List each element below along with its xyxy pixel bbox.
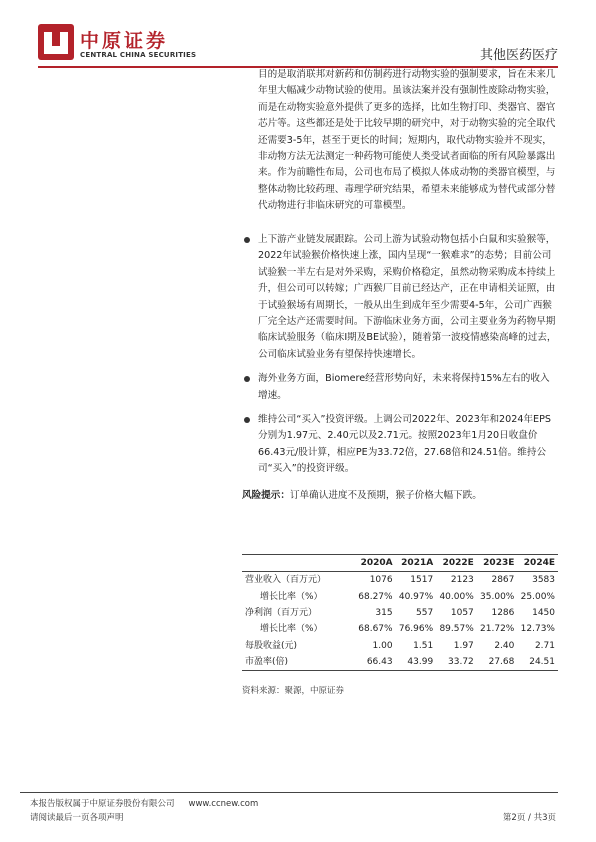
table-cell: 3583 [532,575,555,586]
table-cell: 1.00 [372,640,393,651]
company-logo-icon [38,24,74,60]
row-label: 增长比率（%） [260,624,323,635]
table-cell: 68.27% [358,591,393,602]
table-cell: 2867 [491,575,515,586]
table-cell: 68.67% [358,624,393,635]
website-link[interactable]: www.ccnew.com [188,799,259,809]
bullet-item-supply-chain: 上下游产业链发展跟踪。公司上游为试验动物包括小白鼠和实验猴等，2022年试验猴价格快速上涨，国内呈现“一猴难求”的态势；目前公司试验猴一半左右是对外采购，采购价格稳定，虽然动物采购成本持续上升，但公司可以转嫁；广西猴厂目前已经达产，正在申请相关证照，由于试验猴场有周期长，一般从出生到成年至少需要4-5年，公司广西猴厂完全达产还需要时间。下游临床业务方面，公司主要业务为药物早期临床试验服务（临床I期及BE试验），随着第一波疫情感染高峰的过去，公司临床试验业务有望保持快速增长。 [242,232,558,363]
table-row [242,572,558,589]
table-cell: 43.99 [396,654,437,671]
table-cell: 35.00% [480,591,515,602]
table-cell: 24.51 [517,654,558,671]
table-row [242,638,558,654]
table-cell: 1.51 [413,640,434,651]
risk-notice [242,488,558,504]
footer-divider [20,792,558,793]
table-cell: 40.00% [439,591,474,602]
table-cell: 12.73% [520,624,555,635]
table-cell: 315 [375,607,393,618]
row-label: 市盈率(倍) [242,654,355,671]
table-header-cell: 2024E [517,555,558,572]
table-header-cell: 2023E [477,555,518,572]
table-cell: 25.00% [520,591,555,602]
footer-disclaimer: 请阅读最后一页各项声明 [30,813,124,823]
table-cell: 1.97 [453,640,474,651]
page-number: 第2页 / 共3页 [502,813,556,823]
table-row [242,654,558,671]
logo-english-name: CENTRAL CHINA SECURITIES [80,51,197,59]
row-label: 营业收入（百万元） [245,575,327,586]
table-cell: 2.71 [534,640,555,651]
table-cell: 2123 [450,575,474,586]
logo-chinese-name: 中原证券 [80,30,169,52]
table-cell: 557 [416,607,434,618]
bullet-item-overseas: 海外业务方面，Biomere经营形势向好，未来将保持15%左右的收入增速。 [242,371,558,404]
table-header-cell: 2022E [436,555,477,572]
table-cell: 1517 [410,575,434,586]
table-header-cell: 2021A [396,555,437,572]
table-cell: 76.96% [398,624,434,635]
risk-text: 订单确认进度不及预期，猴子价格大幅下跌。 [289,490,482,501]
financial-table [242,554,558,671]
table-row [242,621,558,637]
row-label: 增长比率（%） [260,591,323,602]
table-cell: 2.40 [494,640,515,651]
row-label: 净利润（百万元） [245,607,318,618]
table-cell: 1286 [491,607,515,618]
table-cell: 21.72% [480,624,515,635]
table-cell: 27.68 [477,654,518,671]
table-header-cell: 2020A [355,555,396,572]
intro-paragraph: 目的是取消联邦对新药和仿制药进行动物实验的强制要求，旨在未来几年里大幅减少动物试验的使用。虽该法案并没有强制性废除动物实验，而是在动物实验意外提供了更多的选择，比如生物打印、类器官、器官芯片等。这些都还是处于比较早期的研究中，对于动物实验的完全取代还需要3-5年，甚至于更长的时间；短期内，取代动物实验并不现实，非动物方法无法测定一种药物可能使人类受试者面临的所有风险暴露出来。作为前瞻性布局，公司也布局了模拟人体成动物的类器官模型，与整体动物比较药理、毒理学研究结果，希望未来能够成为替代或部分替代动物进行非临床研究的可靠模型。 [258,69,556,212]
table-header-cell [242,555,355,572]
table-cell: 1450 [532,607,555,618]
copyright-text: 本报告版权属于中原证券股份有限公司 [30,799,175,809]
table-header-row [242,555,558,572]
table-cell: 89.57% [439,624,474,635]
bullet-item-rating: 维持公司“买入”投资评级。上调公司2022年、2023年和2024年EPS分别为1.97元、2.40元以及2.71元。按照2023年1月20日收盘价66.43元/股计算，相应PE为33.72倍，27.68倍和24.51倍。维持公司“买入”的投资评级。 [242,412,558,478]
page-header [38,24,558,68]
table-source: 资料来源：聚源，中原证券 [242,686,345,696]
row-label: 每股收益(元) [245,640,298,651]
table-cell: 1076 [369,575,393,586]
table-row [242,605,558,621]
table-cell: 66.43 [355,654,396,671]
table-cell: 1057 [450,607,474,618]
table-cell: 33.72 [436,654,477,671]
footer-copyright [30,797,258,809]
table-cell: 40.97% [398,591,434,602]
risk-label: 风险提示： [242,490,290,501]
industry-title: 其他医药医疗 [479,48,558,63]
table-row [242,588,558,604]
bullet-list [242,232,558,486]
